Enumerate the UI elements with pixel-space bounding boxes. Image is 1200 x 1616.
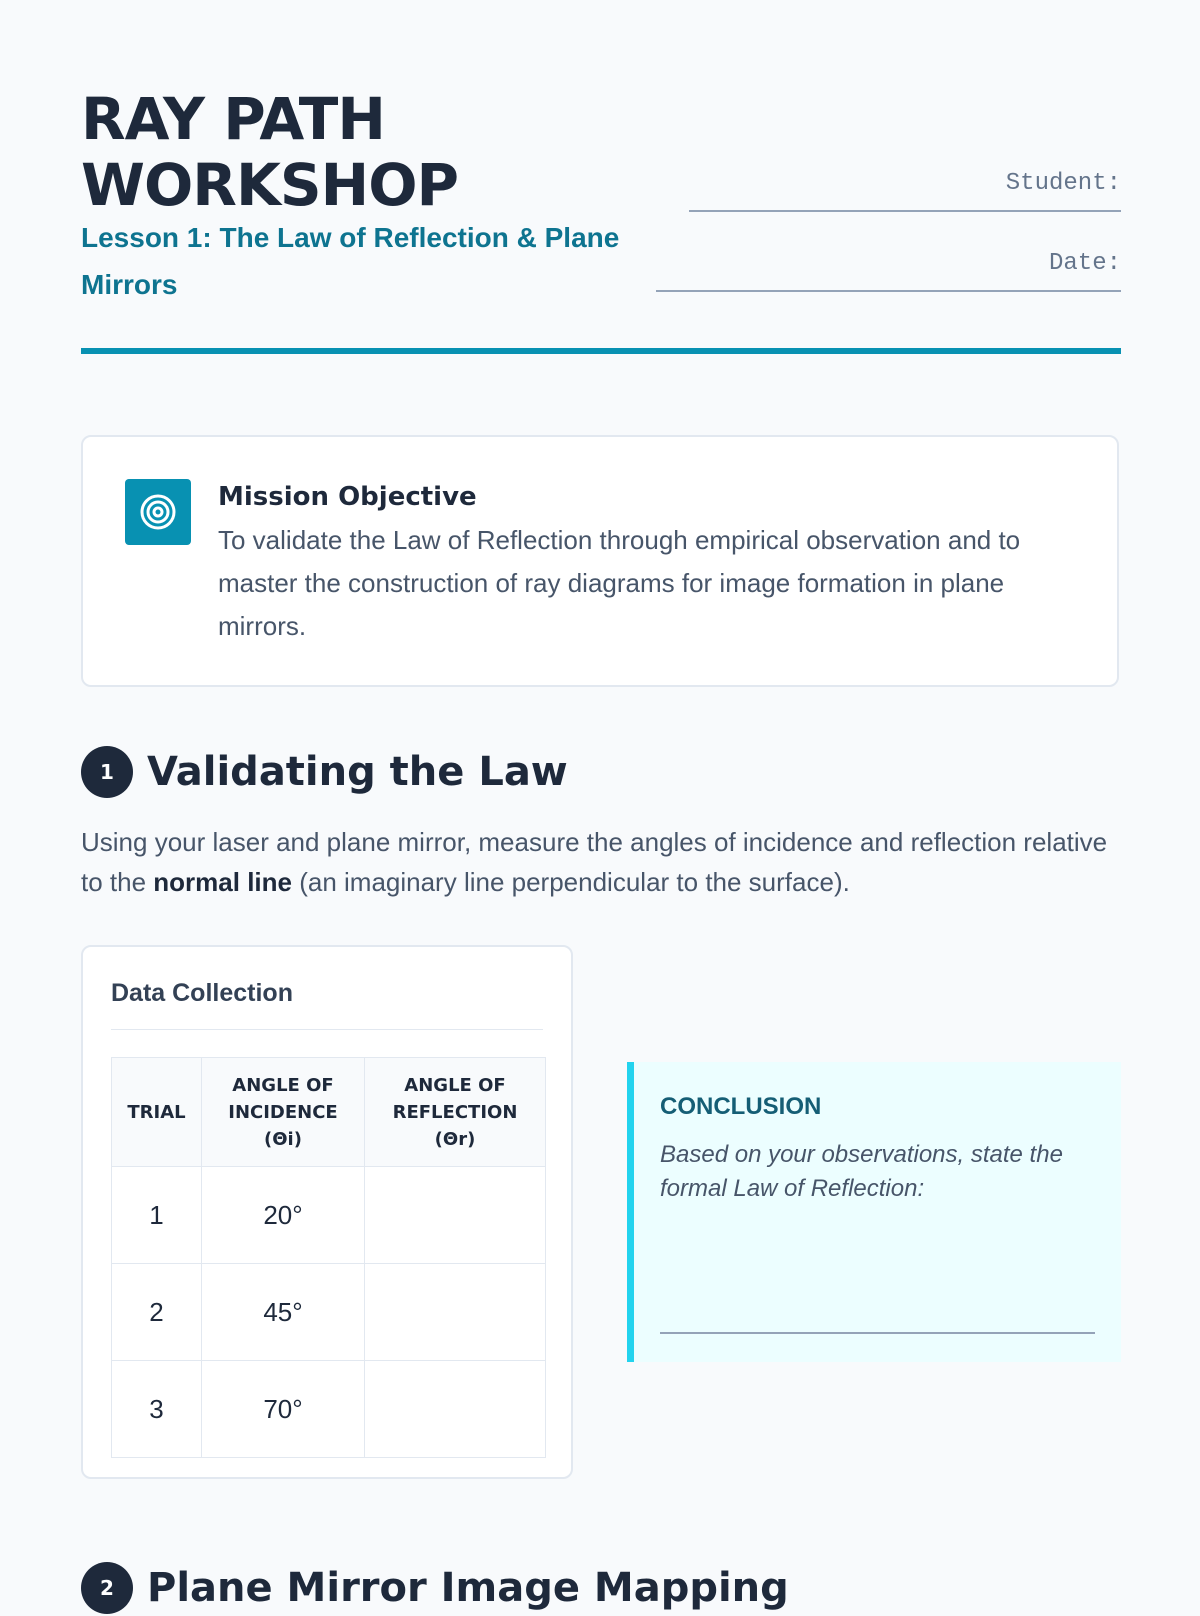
mission-objective-card — [81, 435, 1119, 687]
trial-cell: 1 — [112, 1167, 202, 1264]
target-icon — [125, 479, 191, 545]
normal-line-term: normal line — [153, 867, 292, 897]
reflection-entry-cell[interactable] — [365, 1361, 546, 1458]
data-table — [111, 1057, 546, 1458]
incidence-cell: 70° — [202, 1361, 365, 1458]
trial-cell: 3 — [112, 1361, 202, 1458]
table-row — [112, 1361, 546, 1458]
section-1-title: Validating the Law — [147, 749, 568, 795]
section-1-intro — [81, 822, 1121, 902]
reflection-entry-cell[interactable] — [365, 1264, 546, 1361]
section-2-title: Plane Mirror Image Mapping — [147, 1565, 789, 1611]
header-trial: TRIAL — [112, 1058, 202, 1167]
header-incidence: ANGLE OF INCIDENCE (Θi) — [202, 1058, 365, 1167]
objective-title: Mission Objective — [218, 482, 477, 512]
date-label: Date: — [1048, 250, 1121, 277]
student-info-fields — [651, 144, 1121, 304]
conclusion-title: CONCLUSION — [660, 1093, 822, 1120]
worksheet-header — [81, 80, 1121, 354]
conclusion-answer-line[interactable] — [660, 1332, 1095, 1334]
student-label: Student: — [1005, 170, 1121, 197]
trial-cell: 2 — [112, 1264, 202, 1361]
student-field — [651, 144, 1121, 224]
data-card-divider — [111, 1029, 543, 1030]
section-1-number-badge: 1 — [81, 746, 133, 798]
data-collection-card — [81, 945, 573, 1479]
table-header-row — [112, 1058, 546, 1167]
conclusion-prompt: Based on your observations, state the formal Law of Reflection: — [660, 1141, 1063, 1202]
header-reflection: ANGLE OF REFLECTION (Θr) — [365, 1058, 546, 1167]
intro-text-start: Using your laser and plane mirror, measure the angles of incidence and reflection relative to the — [81, 827, 1108, 897]
section-2-header — [81, 1560, 1121, 1616]
incidence-cell: 45° — [202, 1264, 365, 1361]
worksheet-title — [81, 86, 641, 218]
title-line-1: RAY PATH — [81, 85, 385, 153]
table-row — [112, 1167, 546, 1264]
header-rule — [81, 348, 1121, 354]
student-write-line[interactable] — [689, 210, 1121, 212]
conclusion-box — [627, 1062, 1121, 1362]
table-row — [112, 1264, 546, 1361]
date-write-line[interactable] — [656, 290, 1121, 292]
incidence-cell: 20° — [202, 1167, 365, 1264]
intro-text-end: (an imaginary line perpendicular to the surface). — [291, 867, 850, 897]
reflection-entry-cell[interactable] — [365, 1167, 546, 1264]
objective-text: To validate the Law of Reflection through empirical observation and to master the construction of ray diagrams for image formation in plane mirrors. — [218, 525, 1021, 641]
lesson-subtitle: Lesson 1: The Law of Reflection & Plane Mirrors — [81, 222, 620, 300]
date-field — [651, 224, 1121, 304]
section-1-header — [81, 744, 1121, 800]
section-2-number-badge: 2 — [81, 1562, 133, 1614]
title-line-2: WORKSHOP — [81, 151, 459, 219]
data-collection-title: Data Collection — [111, 979, 293, 1007]
